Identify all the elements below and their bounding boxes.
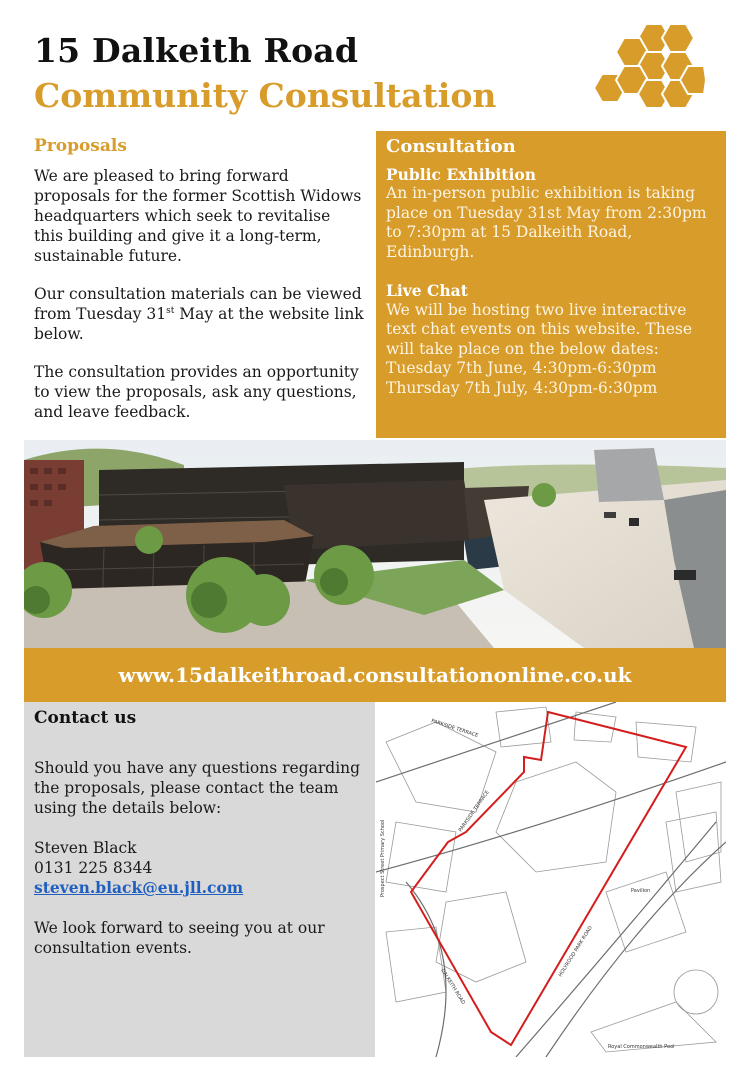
proposals-opportunity: The consultation provides an opportunity to view the proposals, ask any questions, and leave feedback. xyxy=(34,363,359,421)
contact-section xyxy=(24,702,375,1057)
consultation-heading: Consultation xyxy=(386,136,516,157)
contact-closing: We look forward to seeing you at our consultation events. xyxy=(34,919,325,957)
architectural-render-image xyxy=(24,440,726,648)
page-title xyxy=(34,30,496,120)
contact-email-link[interactable]: steven.black@eu.jll.com xyxy=(34,878,244,897)
map-label-school: Prospect Street Primary School xyxy=(380,819,386,897)
contact-intro: Should you have any questions regarding the proposals, please contact the team using the details below: xyxy=(34,759,361,817)
title-subtitle: Community Consultation xyxy=(34,76,497,115)
livechat-date-1: Tuesday 7th June, 4:30pm-6:30pm xyxy=(386,359,657,377)
map-label-holyrood-park-road: HOLYROOD PARK ROAD xyxy=(557,925,594,979)
map-label-commonwealth-pool: Royal Commonwealth Pool xyxy=(608,1044,675,1050)
livechat-date-2: Thursday 7th July, 4:30pm-6:30pm xyxy=(386,378,658,397)
contact-name: Steven Black xyxy=(34,839,137,857)
contact-heading: Contact us xyxy=(34,708,137,728)
proposals-section xyxy=(34,136,364,440)
contact-details xyxy=(34,838,365,898)
livechat-text: We will be hosting two live interactive text chat events on this website. These will take place on the below dates: Tuesday 7th June, 4:30pm-6:30pm Thursday 7th July, 4:30pm-6:30pm xyxy=(386,300,692,397)
map-label-dalkeith-road: DALKEITH ROAD xyxy=(439,967,467,1006)
contact-phone: 0131 225 8344 xyxy=(34,859,153,877)
map-label-pavilion: Pavilion xyxy=(631,888,651,894)
proposals-materials: Our consultation materials can be viewed from Tuesday 31st May at the website link below. xyxy=(34,285,364,343)
map-label-parkside-terrace-1: PARKSIDE TERRACE xyxy=(430,718,479,740)
title-address: 15 Dalkeith Road xyxy=(34,31,359,70)
livechat-heading: Live Chat xyxy=(386,281,468,300)
proposals-heading: Proposals xyxy=(34,136,127,156)
exhibition-text: An in-person public exhibition is taking place on Tuesday 31st May from 2:30pm to 7:30pm at 15 Dalkeith Road, Edinburgh. xyxy=(386,184,707,261)
site-location-map xyxy=(376,702,726,1057)
exhibition-heading: Public Exhibition xyxy=(386,164,536,184)
proposals-intro: We are pleased to bring forward proposals for the former Scottish Widows headquarters which seek to revitalise this building and give it a long-term, sustainable future. xyxy=(34,167,362,265)
consultation-box xyxy=(376,131,726,438)
website-link[interactable]: www.15dalkeithroad.consultationonline.co.uk xyxy=(24,648,726,702)
map-label-parkside-terrace-2: PARKSIDE TERRACE xyxy=(457,789,491,834)
honeycomb-logo xyxy=(586,22,710,120)
